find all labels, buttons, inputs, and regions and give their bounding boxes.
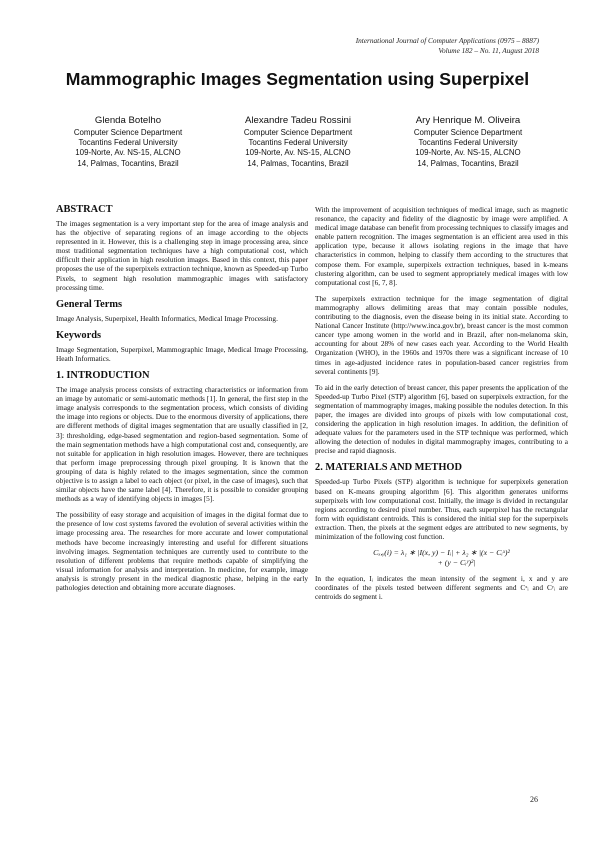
keywords-text: Image Segmentation, Superpixel, Mammographic Image, Medical Image Processing, Heath Informatics. — [56, 344, 308, 363]
equation-line: + (y − Cᵢʸ)²| — [437, 558, 476, 568]
general-terms-heading: General Terms — [56, 298, 123, 310]
author-address-line1: 109-Norte, Av. NS-15, ALCNO — [75, 148, 181, 158]
page-number: 26 — [530, 795, 538, 804]
introduction-paragraph: The superpixels extraction technique for the image segmentation of digital mammography allows delimiting areas that may contain possible nodules, contributing to the diagnosis, even the disease being in its initial state. According to National Cancer Institute (http://www.inca.gov.br), breast cancer is the most common cancer type among women in the world and in Brazil, after non-melanoma skin, accounting for about 28% of new cases each year. According to the World Health Organization (WHO), in the 1960s and 1970s there was a significant increase of 10 times in age-adjusted incidence rates in population-based cancer registries from several continents [9]. — [315, 293, 568, 376]
author-name: Ary Henrique M. Oliveira — [415, 115, 521, 126]
author-name: Glenda Botelho — [94, 115, 162, 126]
author-block — [44, 114, 212, 169]
keywords-heading: Keywords — [56, 329, 102, 341]
abstract-text: The images segmentation is a very important step for the area of image analysis and has the objective of separating regions of an image according to the objects represented in it. However, this is a challenging step in image processing area, since most traditional segmentation techniques have a high computational cost, which difficult their application in high resolution images. Based in this context, this paper proposes the use of the superpixels extraction technique, known as Speeded-up Turbo Pixels, to segment high resolution mammographic images with satisfactory processing time. — [56, 219, 308, 292]
author-university: Tocantins Federal University — [248, 138, 348, 148]
introduction-heading: 1. INTRODUCTION — [56, 370, 150, 382]
author-name: Alexandre Tadeu Rossini — [245, 115, 351, 126]
author-address-line1: 109-Norte, Av. NS-15, ALCNO — [415, 148, 521, 158]
introduction-paragraph: With the improvement of acquisition techniques of medical image, such as magnetic resonance, the capacity and fidelity of the diagnostic by image were amplified. A medical image database can benefit from processing techniques to classify images and enable pattern recognition. The images segmentation is an efficient area used in this application type, because it allows isolating regions in the image that have characteristics in common, helping to classify them according to the structures that compose them. For example, superpixels extraction techniques, based in k-means clustering algorithm, can be used to segment appropriately medical images with low computational cost [6, 7, 8]. — [315, 205, 568, 287]
author-department: Computer Science Department — [243, 128, 353, 137]
author-address-line2: 14, Palmas, Tocantins, Brazil — [417, 158, 519, 168]
author-list — [44, 114, 552, 169]
author-department: Computer Science Department — [73, 128, 183, 137]
author-department: Computer Science Department — [413, 128, 523, 137]
left-column — [56, 204, 308, 599]
introduction-paragraph: The image analysis process consists of extracting characteristics or information from an image by automatic or semi-automatic methods [1]. In general, the first step in the image analysis corresponds to the segmentation process, which consists of dividing the image into regions or objects. Due to the enormous diversity of applications, there are different methods of digital images segmentation that are usually classified in [2, 3]: thresholding, edge-based segmentation and region-based segmentation. Some of the main segmentation methods have a high computational cost and, consequently, are not suitable for application in high resolution images. However, there are techniques that perform image preprocessing through pixel grouping. It is known that the grouping of data is highly related to the images segmentation, since the common objective is to assign a label to each object (or pixel, in the case of images), such that similar objects have the same label [4]. Therefore, it is possible to consider grouping methods as a way of identifying objects in images [5]. — [56, 385, 308, 504]
cost-function-equation — [315, 548, 568, 568]
methods-paragraph: Speeded-up Turbo Pixels (STP) algorithm is technique for superpixels generation based on K-means grouping algorithm [6]. This algorithm generates uniforms superpixels with low computational cost. Initially, the image is divided in rectangular regions according to desired pixel number. Thus, each superpixel has the rectangular form with equidistant centroids. This is considered the initial step for the superpixels extraction. Then, the pixels at the segment edges are attributed to new segments, by minimization of the following cost function. — [315, 477, 568, 541]
journal-volume: Volume 182 – No. 11, August 2018 — [438, 46, 539, 55]
author-address-line2: 14, Palmas, Tocantins, Brazil — [77, 158, 179, 168]
general-terms-text: Image Analysis, Superpixel, Health Informatics, Medical Image Processing. — [56, 313, 278, 323]
right-column — [315, 205, 568, 608]
abstract-heading: ABSTRACT — [56, 204, 113, 215]
paper-title: Mammographic Images Segmentation using Superpixel — [65, 69, 530, 89]
author-university: Tocantins Federal University — [418, 138, 518, 148]
journal-header — [239, 36, 539, 56]
author-address-line1: 109-Norte, Av. NS-15, ALCNO — [245, 148, 351, 158]
author-block — [384, 114, 552, 169]
author-block — [214, 114, 382, 169]
journal-name: International Journal of Computer Applications (0975 – 8887) — [355, 36, 539, 45]
methods-paragraph: In the equation, Iᵢ indicates the mean intensity of the segment i, x and y are coordinates of the pixels tested between different segments and Cˣᵢ and Cʸᵢ are centroids do segment i. — [315, 574, 568, 602]
equation-line: Cₓ,ᵧ(i) = λ₁ ∗ |I(x, y) − Iᵢ| + λ₂ ∗ |(x − Cᵢˣ)² — [373, 548, 510, 558]
methods-heading: 2. MATERIALS AND METHOD — [315, 462, 463, 474]
introduction-paragraph: To aid in the early detection of breast cancer, this paper presents the application of the Speeded-up Turbo Pixel (STP) algorithm [6], based on superpixels extraction, for the segmentation of mammography images, making possible the nodules detection. In this paper, the images are divided into groups of pixels with low computational cost, considering the application in high resolution images. In addition, the definition of adequate values for the parameters used in the STP technique was performed, which allowing the detection of nodules in digital mammography images, contributing to a precise and rapid diagnosis. — [315, 382, 568, 456]
introduction-paragraph: The possibility of easy storage and acquisition of images in the digital format due to the presence of low cost systems favored the evolution of several activities within the image processing area. The researches for more accurate and lower computational methods have become increasingly interesting and useful for different situations involving images. Segmentation techniques are currently used to contribute to the resolution of different problems that require methods capable of simplifying the visual information for analysis and interpretation. In medicine, for example, image analysis is strongly present in the medical diagnostic phase, helping in the early pathologies detection and obtaining more accurate diagnoses. — [56, 510, 308, 592]
author-address-line2: 14, Palmas, Tocantins, Brazil — [247, 158, 349, 168]
author-university: Tocantins Federal University — [78, 138, 178, 148]
